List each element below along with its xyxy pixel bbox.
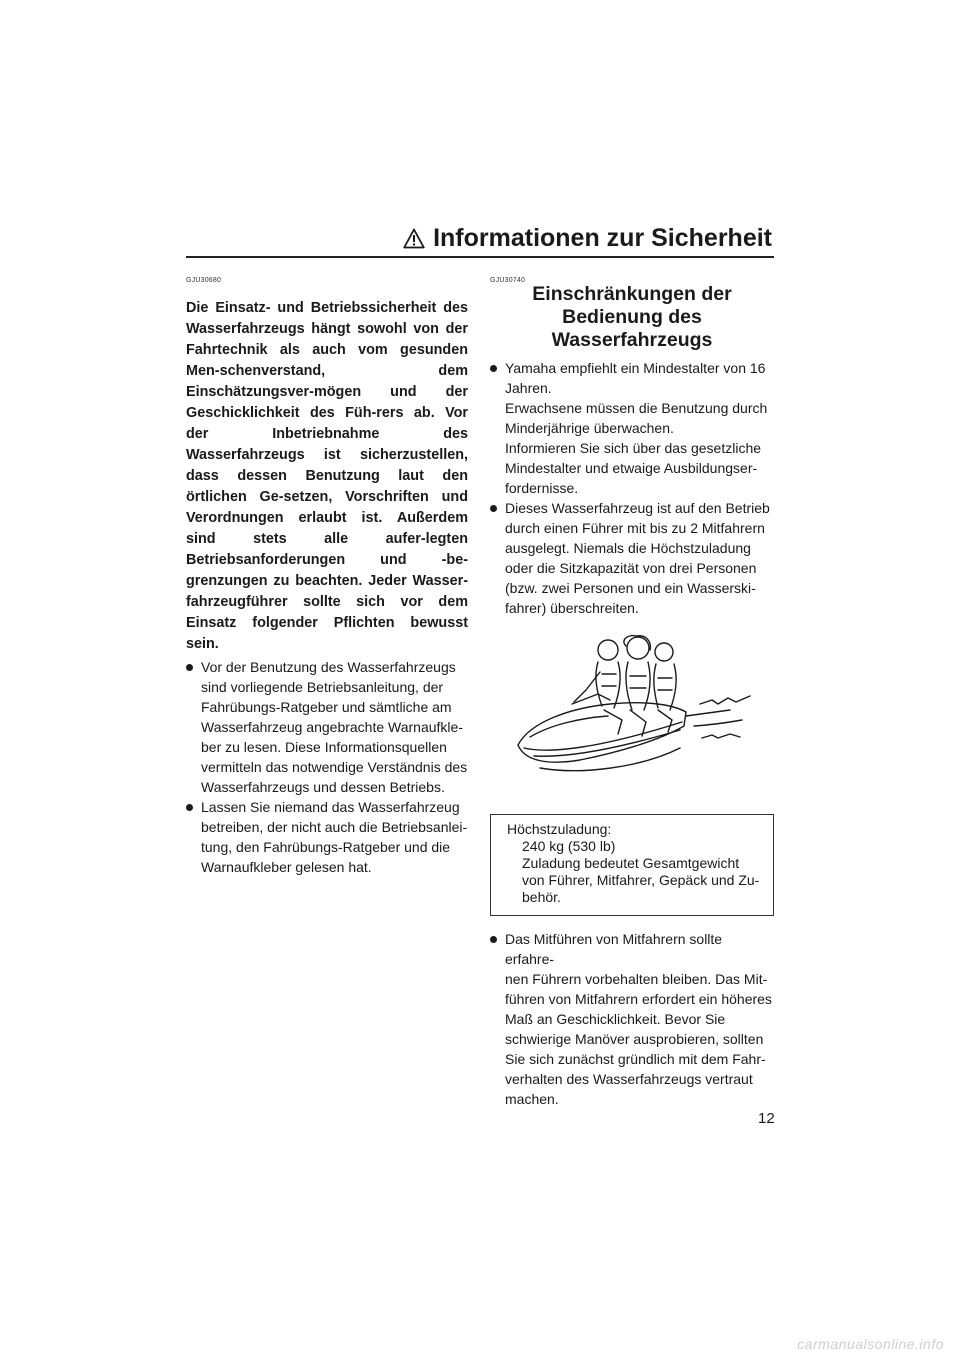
bullet-line: fahrer) überschreiten.: [505, 600, 639, 616]
section-heading-line: Einschränkungen der: [532, 283, 732, 305]
bullet-line: führen von Mitfahrern erfordert ein höheres: [505, 991, 772, 1007]
page-number: 12: [758, 1110, 775, 1127]
left-column: [186, 298, 468, 877]
bullet-line: fordernisse.: [505, 480, 579, 496]
section-code-right: GJU30740: [490, 277, 526, 284]
bullet-line: verhalten des Wasserfahrzeugs vertraut: [505, 1071, 753, 1087]
max-load-spec-box: [490, 814, 774, 916]
bullet-dot-icon: [186, 664, 193, 671]
bullet-capacity: [490, 498, 774, 618]
bullet-line: Sie sich zunächst gründlich mit dem Fahr-: [505, 1051, 766, 1067]
bullet-no-unauthorized-operator: [186, 797, 468, 877]
page-header: [186, 226, 774, 258]
bullet-line: durch einen Führer mit bis zu 2 Mitfahrern: [505, 520, 765, 536]
spec-values: [507, 838, 765, 906]
bullet-minimum-age: [490, 358, 774, 498]
bullet-line: nen Führern vorbehalten bleiben. Das Mit-: [505, 971, 768, 987]
bullet-line: Yamaha empfiehlt ein Mindestalter von 16: [505, 360, 766, 376]
section-code-left: GJU30680: [186, 277, 222, 284]
bullet-line: Erwachsene müssen die Benutzung durch: [505, 400, 768, 416]
header-title-wrap: [403, 224, 772, 253]
bullet-line: oder die Sitzkapazität von drei Personen: [505, 560, 757, 576]
right-column: [490, 283, 774, 1109]
bullet-line: Das Mitführen von Mitfahrern sollte erfahre-: [505, 931, 723, 967]
section-heading-line: Bedienung des: [562, 306, 702, 328]
bullet-dot-icon: [490, 365, 497, 372]
bullet-line: Informieren Sie sich über das gesetzliche: [505, 440, 762, 456]
bullet-line: Minderjährige überwachen.: [505, 420, 674, 436]
watermark: carmanualsonline.info: [797, 1336, 944, 1352]
bullet-passengers: [490, 929, 774, 1109]
bullet-text: Lassen Sie niemand das Wasserfahrzeug betreiben, der nicht auch die Betriebsanlei-tung, den Fahrübungs-Ratgeber und die Warnaufkleber gelesen hat.: [201, 799, 468, 875]
bullet-line: Dieses Wasserfahrzeug ist auf den Betrieb: [505, 500, 770, 516]
page-title: Informationen zur Sicherheit: [433, 224, 772, 252]
bullet-dot-icon: [490, 936, 497, 943]
bullet-line: ausgelegt. Niemals die Höchstzuladung: [505, 540, 751, 556]
bullet-line: (bzw. zwei Personen und ein Wasserski-: [505, 580, 756, 596]
spec-line: behör.: [522, 889, 561, 905]
bullet-line: Mindestalter und etwaige Ausbildungser-: [505, 460, 758, 476]
bullet-line: schwierige Manöver ausprobieren, sollten: [505, 1031, 764, 1047]
bullet-line: machen.: [505, 1091, 559, 1107]
spec-line: 240 kg (530 lb): [522, 838, 616, 854]
bullet-text: Vor der Benutzung des Wasserfahrzeugs sind vorliegende Betriebsanleitung, der Fahrübungs-Ratgeber und sämtliche am Wasserfahrzeug angebrachte Warnaufkle-ber zu lesen. Diese Informationsquellen vermitteln das notwendige Verständnis des Wasserfahrzeugs und dessen Betriebs.: [201, 659, 468, 795]
bullet-line: Maß an Geschicklichkeit. Bevor Sie: [505, 1011, 726, 1027]
spec-line: von Führer, Mitfahrer, Gepäck und Zu-: [522, 872, 760, 888]
safety-lead-paragraph: Die Einsatz- und Betriebssicherheit des Wasserfahrzeugs hängt sowohl von der Fahrtechnik als auch vom gesunden Men-schenverstand, dem Einschätzungsver-mögen und der Geschicklichkeit des Füh-rers ab. Vor der Inbetriebnahme des Wasserfahrzeugs ist sicherzustellen, dass dessen Benutzung laut den örtlichen Ge-setzen, Vorschriften und Verordnungen erlaubt ist. Außerdem sind stets alle aufer-legten Betriebsanforderungen und -be-grenzungen zu beachten. Jeder Wasser-fahrzeugführer sollte sich vor dem Einsatz folgender Pflichten bewusst sein.: [186, 300, 468, 652]
spec-line: Zuladung bedeutet Gesamtgewicht: [522, 855, 740, 871]
warning-triangle-icon: [403, 228, 425, 249]
personal-watercraft-icon: [490, 630, 774, 790]
section-heading: [490, 283, 774, 352]
bullet-dot-icon: [186, 804, 193, 811]
bullet-dot-icon: [490, 505, 497, 512]
bullet-line: Jahren.: [505, 380, 552, 396]
watercraft-illustration: [490, 630, 774, 790]
section-heading-line: Wasserfahrzeugs: [551, 329, 713, 351]
bullet-read-manual: [186, 657, 468, 797]
spec-label: Höchstzuladung:: [507, 821, 612, 837]
